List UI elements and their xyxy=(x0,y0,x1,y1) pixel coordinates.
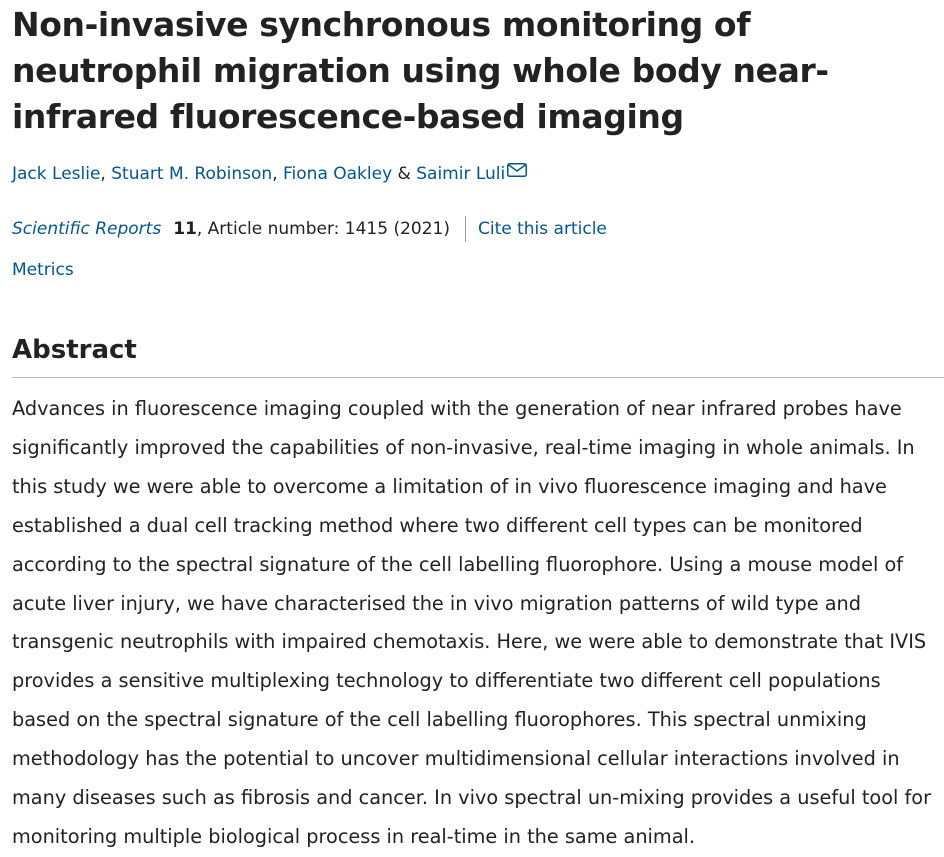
author-link-saimir-luli[interactable]: Saimir Luli xyxy=(416,164,506,184)
author-list xyxy=(12,162,944,186)
abstract-line: methodology has the potential to uncover multidimensional cellular interactions involved in xyxy=(12,747,900,771)
abstract-line: monitoring multiple biological process in real-time in the same animal. xyxy=(12,824,695,848)
author-link-jack-leslie[interactable]: Jack Leslie xyxy=(12,164,101,184)
article-header xyxy=(12,0,944,282)
abstract-line: according to the spectral signature of the cell labelling fluorophore. Using a mouse model of xyxy=(12,552,904,576)
metrics-link[interactable]: Metrics xyxy=(12,260,74,280)
abstract-line: acute liver injury, we have characterised the in vivo migration patterns of wild type and xyxy=(12,591,861,615)
abstract-divider xyxy=(12,377,944,378)
abstract-line: this study we were able to overcome a limitation of in vivo fluorescence imaging and have xyxy=(12,474,887,498)
article-number: , Article number: 1415 (2021) xyxy=(196,219,450,239)
abstract-line: transgenic neutrophils with impaired chemotaxis. Here, we were able to demonstrate that IVIS xyxy=(12,630,927,654)
abstract-line: significantly improved the capabilities of non-invasive, real-time imaging in whole animals. In xyxy=(12,435,915,459)
citation-line xyxy=(12,216,944,242)
envelope-icon[interactable] xyxy=(507,163,527,177)
abstract-line: many diseases such as fibrosis and cancer. In vivo spectral un-mixing provides a useful tool for xyxy=(12,786,932,810)
author-link-stuart-robinson[interactable]: Stuart M. Robinson xyxy=(111,164,273,184)
author-separator: , xyxy=(272,164,283,184)
author-separator: , xyxy=(100,164,112,184)
cite-this-article-link[interactable]: Cite this article xyxy=(478,219,607,239)
volume-number: 11 xyxy=(173,219,197,239)
abstract-line: based on the spectral signature of the cell labelling fluorophores. This spectral unmixing xyxy=(12,708,867,732)
abstract-body xyxy=(12,390,944,857)
article-title: Non-invasive synchronous monitoring of neutrophil migration using whole body near-infrared fluorescence-based imaging xyxy=(12,5,829,136)
author-link-fiona-oakley[interactable]: Fiona Oakley xyxy=(283,164,393,184)
journal-link[interactable]: Scientific Reports xyxy=(12,219,162,239)
vertical-divider xyxy=(465,216,466,242)
abstract-line: Advances in fluorescence imaging coupled with the generation of near infrared probes have xyxy=(12,397,902,420)
author-separator: & xyxy=(392,164,417,184)
abstract-line: provides a sensitive multiplexing technology to differentiate two different cell populations xyxy=(12,669,881,693)
abstract-heading: Abstract xyxy=(12,335,137,365)
abstract-line: established a dual cell tracking method where two different cell types can be monitored xyxy=(12,513,863,537)
